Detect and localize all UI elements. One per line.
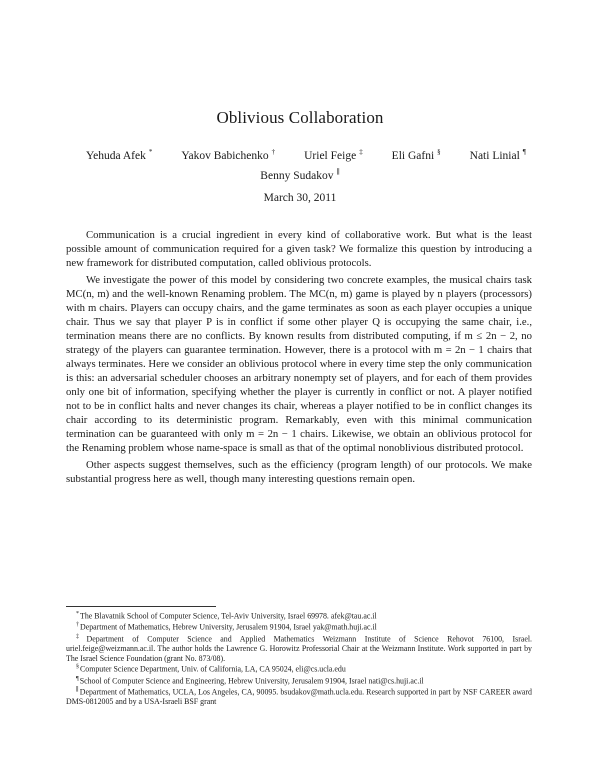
author: Eli Gafni §	[391, 148, 441, 162]
abstract-paragraph: We investigate the power of this model by considering two concrete examples, the musical chairs task MC(n, m) and the well-known Renaming problem. The MC(n, m) game is played by n players (processors) with m chairs. Players can occupy chairs, and the game terminates as soon as each player occupies a unique chair. Thus we say that player P is in conflict if some other player Q is occupying the same chair, i.e., termination means there are no conflicts. By known results from distributed computing, if m ≤ 2n − 2, no strategy of the players can guarantee termination. However, there is a protocol with m = 2n − 1 chairs that always terminates. Here we consider an oblivious protocol where in every time step the only communication is this: an adversarial scheduler chooses an arbitrary nonempty set of players, and for each of them provides only one bit of information, specifying whether the player is currently in conflict or not. A player notified not to be in conflict halts and never changes its chair, whereas a player notified to be in conflict changes its chair according to its deterministic program. Remarkably, even with this minimal communication termination can be guaranteed with only m = 2n − 1 chairs. Likewise, we obtain an oblivious protocol for the Renaming problem whose name-space is small as that of the optimal nonoblivious distributed protocol.	[66, 274, 532, 454]
author-list-row-2	[0, 168, 600, 182]
footnote: †Department of Mathematics, Hebrew University, Jerusalem 91904, Israel yak@math.huji.ac.il	[76, 622, 377, 632]
author: Yakov Babichenko †	[181, 148, 276, 162]
footnote: *The Blavatnik School of Computer Science, Tel-Aviv University, Israel 69978. afek@tau.ac.il	[76, 611, 377, 621]
footnote: ∥Department of Mathematics, UCLA, Los Angeles, CA, 90095. bsudakov@math.ucla.edu. Research supported in part by NSF CAREER award DMS-0812005 and by a USA-Israeli BSF grant	[66, 687, 532, 707]
footnotes	[66, 606, 532, 707]
abstract	[66, 228, 532, 489]
author: Nati Linial ¶	[469, 148, 526, 162]
abstract-paragraph: Communication is a crucial ingredient in every kind of collaborative work. But what is the least possible amount of communication required for a given task? We formalize this question by introducing a new framework for distributed computation, called oblivious protocols.	[66, 229, 532, 269]
footnote-rule	[66, 606, 216, 607]
paper-title: Oblivious Collaboration	[216, 108, 384, 127]
author-list-row-1	[86, 148, 526, 162]
paper-date: March 30, 2011	[263, 192, 337, 204]
footnote: ¶School of Computer Science and Engineering, Hebrew University, Jerusalem 91904, Israel nati@cs.huji.ac.il	[76, 675, 424, 686]
author: Benny Sudakov ∥	[260, 168, 340, 182]
author: Yehuda Afek *	[86, 148, 153, 162]
abstract-paragraph: Other aspects suggest themselves, such as the efficiency (program length) of our protocols. We make substantial progress here as well, though many interesting questions remain open.	[66, 459, 532, 485]
footnote: ‡Department of Computer Science and Applied Mathematics Weizmann Institute of Science Rehovot 76100, Israel. uriel.feige@weizmann.ac.il. The author holds the Lawrence G. Horowitz Professorial Chair at the Weizmann Institute. Work supported in part by The Israel Science Foundation (grant No. 873/08).	[66, 633, 532, 663]
author: Uriel Feige ‡	[304, 148, 363, 162]
footnote: §Computer Science Department, Univ. of California, LA, CA 95024, eli@cs.ucla.edu	[76, 664, 346, 675]
